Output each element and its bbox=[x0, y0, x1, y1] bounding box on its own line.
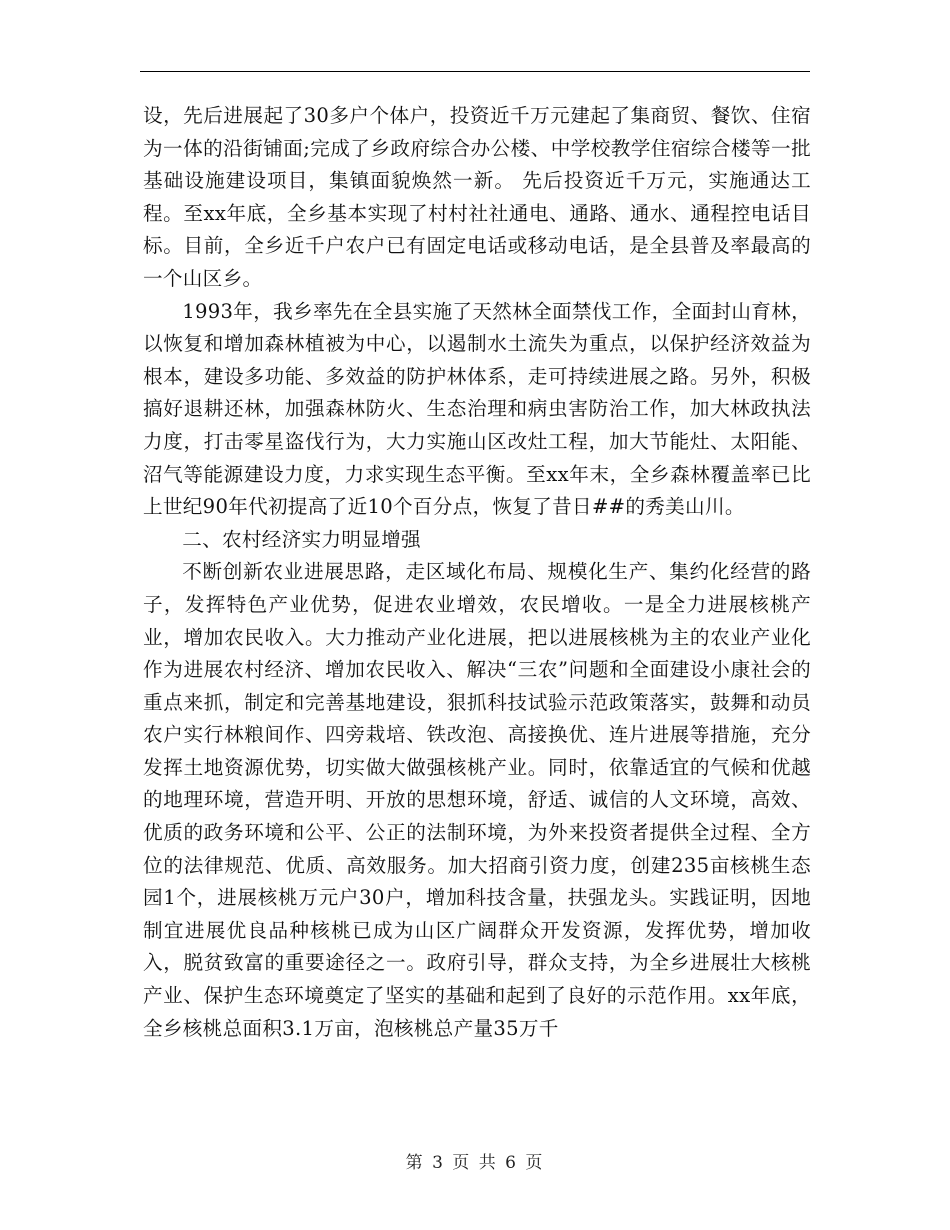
paragraph-3: 不断创新农业进展思路，走区域化布局、规模化生产、集约化经营的路子，发挥特色产业优势，促进农业增效，农民增收。一是全力进展核桃产业，增加农民收入。大力推动产业化进展，把以进展核桃为主的农业产业化作为进展农村经济、增加农民收入、解决“三农”问题和全面建设小康社会的重点来抓，制定和完善基地建设，狠抓科技试验示范政策落实，鼓舞和动员农户实行林粮间作、四旁栽培、铁改泡、高接换优、连片进展等措施，充分发挥土地资源优势，切实做大做强核桃产业。同时，依靠适宜的气候和优越的地理环境，营造开明、开放的思想环境，舒适、诚信的人文环境，高效、优质的政务环境和公平、公正的法制环境，为外来投资者提供全过程、全方位的法律规范、优质、高效服务。加大招商引资力度，创建235亩核桃生态园1个，进展核桃万元户30户，增加科技含量，扶强龙头。实践证明，因地制宜进展优良品种核桃已成为山区广阔群众开发资源，发挥优势，增加收入，脱贫致富的重要途径之一。政府引导，群众支持，为全乡进展壮大核桃产业、保护生态环境奠定了坚实的基础和起到了良好的示范作用。xx年底，全乡核桃总面积3.1万亩，泡核桃总产量35万千 bbox=[143, 560, 811, 1040]
page-number-footer: 第 3 页 共 6 页 bbox=[405, 1153, 545, 1173]
paragraph-2: 1993年，我乡率先在全县实施了天然林全面禁伐工作，全面封山育林，以恢复和增加森林植被为中心，以遏制水土流失为重点，以保护经济效益为根本，建设多功能、多效益的防护林体系，走可持续进展之路。另外，积极搞好退耕还林，加强森林防火、生态治理和病虫害防治工作，加大林政执法力度，打击零星盗伐行为，大力实施山区改灶工程，加大节能灶、太阳能、沼气等能源建设力度，力求实现生态平衡。至xx年末，全乡森林覆盖率已比上世纪90年代初提高了近10个百分点，恢复了昔日##的秀美山川。 bbox=[143, 299, 811, 519]
paragraph-1: 设，先后进展起了30多户个体户，投资近千万元建起了集商贸、餐饮、住宿为一体的沿街铺面;完成了乡政府综合办公楼、中学校教学住宿综合楼等一批基础设施建设项目，集镇面貌焕然一新。 先后投资近千万元，实施通达工程。至xx年底，全乡基本实现了村村社社通电、通路、通水、通程控电话目标。目前，全乡近千户农户已有固定电话或移动电话，是全县普及率最高的一个山区乡。 bbox=[143, 104, 811, 290]
header-divider bbox=[140, 71, 810, 72]
document-body bbox=[143, 100, 811, 1045]
section-heading: 二、农村经济实力明显增强 bbox=[182, 527, 421, 551]
